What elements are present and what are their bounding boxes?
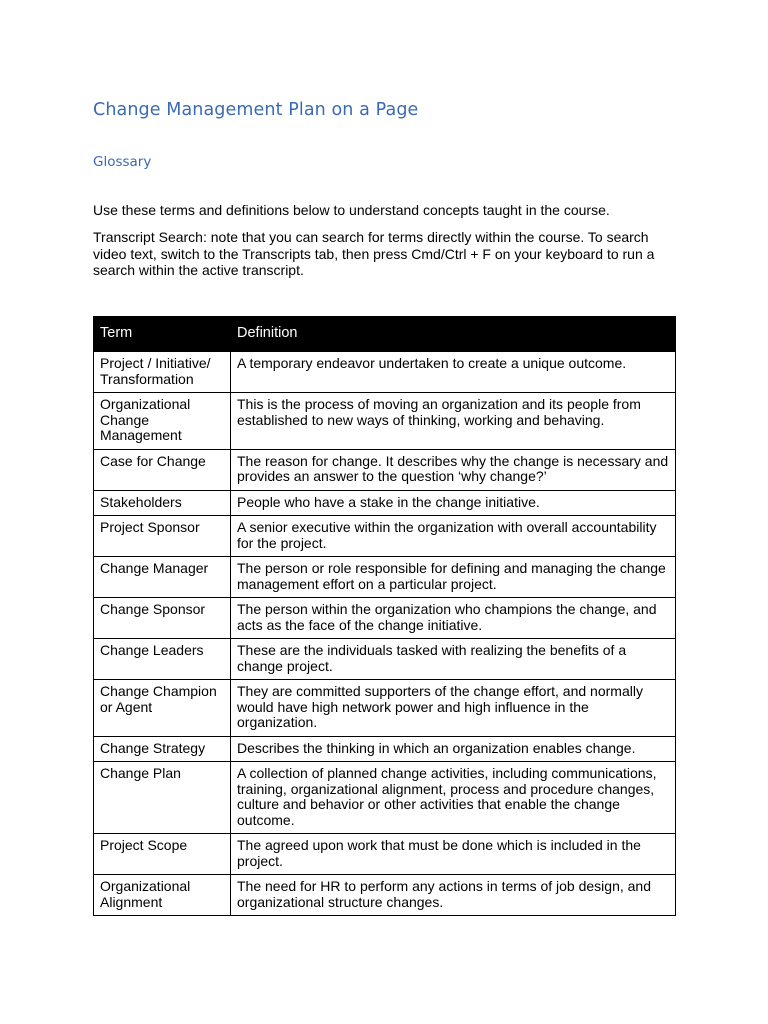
term-cell: Change Plan: [94, 762, 231, 834]
term-cell: Change Champion or Agent: [94, 680, 231, 737]
definition-cell: The reason for change. It describes why the change is necessary and provides an answer to the question ‘why change?’: [231, 449, 676, 490]
term-cell: Project Scope: [94, 834, 231, 875]
definition-cell: These are the individuals tasked with realizing the benefits of a change project.: [231, 639, 676, 680]
term-cell: Project Sponsor: [94, 516, 231, 557]
term-cell: Stakeholders: [94, 490, 231, 516]
table-row: [94, 834, 676, 875]
glossary-table: [93, 316, 676, 916]
term-cell: Organizational Change Management: [94, 393, 231, 450]
table-row: [94, 516, 676, 557]
table-row: [94, 680, 676, 737]
section-heading: Glossary: [93, 154, 152, 170]
table-row: [94, 639, 676, 680]
table-row: [94, 393, 676, 450]
table-row: [94, 490, 676, 516]
document-title: Change Management Plan on a Page: [93, 100, 419, 120]
intro-paragraph: Use these terms and definitions below to understand concepts taught in the course.: [93, 202, 610, 218]
table-row: [94, 352, 676, 393]
definition-cell: The person within the organization who champions the change, and acts as the face of the change initiative.: [231, 598, 676, 639]
definition-cell: People who have a stake in the change initiative.: [231, 490, 676, 516]
definition-cell: A senior executive within the organization with overall accountability for the project.: [231, 516, 676, 557]
definition-cell: This is the process of moving an organization and its people from established to new ways of thinking, working and behaving.: [231, 393, 676, 450]
definition-cell: The need for HR to perform any actions in terms of job design, and organizational structure changes.: [231, 875, 676, 916]
table-row: [94, 736, 676, 762]
table-header-row: [94, 317, 676, 352]
definition-cell: A collection of planned change activities, including communications, training, organizational alignment, process and procedure changes, culture and behavior or other activities that enable the change outcome.: [231, 762, 676, 834]
term-cell: Organizational Alignment: [94, 875, 231, 916]
term-cell: Change Strategy: [94, 736, 231, 762]
definition-cell: The agreed upon work that must be done which is included in the project.: [231, 834, 676, 875]
definition-cell: The person or role responsible for defining and managing the change management effort on a particular project.: [231, 557, 676, 598]
definition-cell: A temporary endeavor undertaken to create a unique outcome.: [231, 352, 676, 393]
transcript-search-note: Transcript Search: note that you can search for terms directly within the course. To search video text, switch to the Transcripts tab, then press Cmd/Ctrl + F on your keyboard to run a search within the active transcript.: [93, 229, 655, 278]
term-cell: Case for Change: [94, 449, 231, 490]
definition-cell: They are committed supporters of the change effort, and normally would have high network power and high influence in the organization.: [231, 680, 676, 737]
table-row: [94, 762, 676, 834]
table-row: [94, 449, 676, 490]
definition-cell: Describes the thinking in which an organization enables change.: [231, 736, 676, 762]
table-row: [94, 875, 676, 916]
term-cell: Change Leaders: [94, 639, 231, 680]
table-row: [94, 598, 676, 639]
term-cell: Change Sponsor: [94, 598, 231, 639]
table-row: [94, 557, 676, 598]
term-cell: Project / Initiative/ Transformation: [94, 352, 231, 393]
term-cell: Change Manager: [94, 557, 231, 598]
header-definition: Definition: [231, 317, 676, 352]
header-term: Term: [94, 317, 231, 352]
